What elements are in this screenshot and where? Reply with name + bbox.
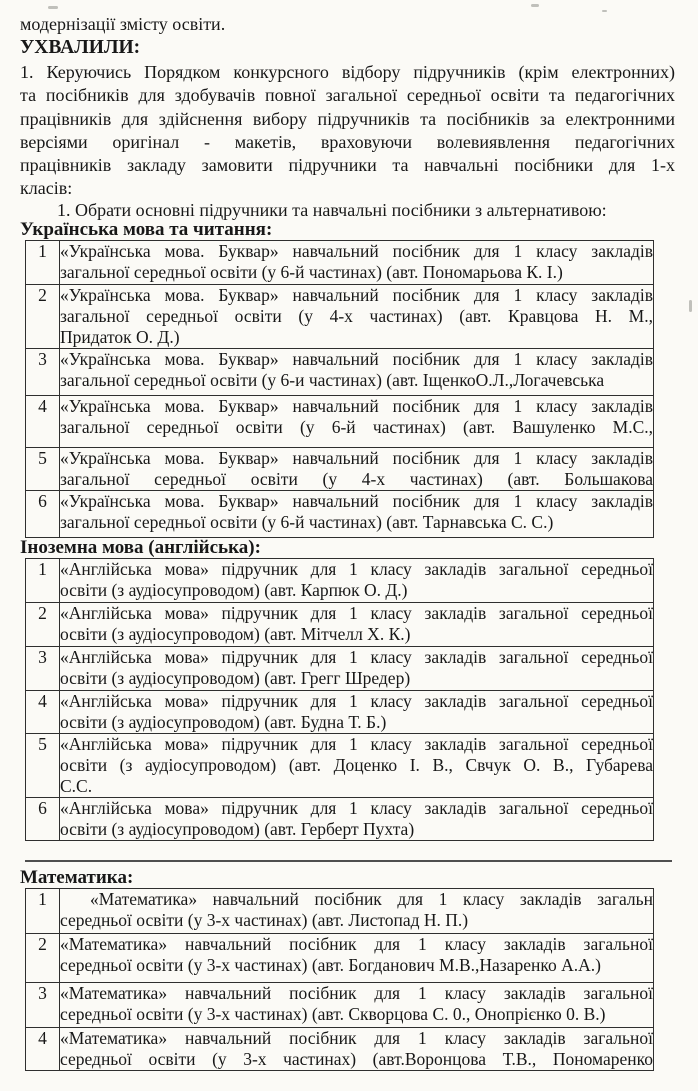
row-number: 4 [26, 1028, 60, 1071]
text-line: «Українська мова. Буквар» навчальний посібник для 1 класу закладів [60, 285, 653, 305]
table-row [26, 889, 654, 934]
row-number: 5 [26, 734, 60, 798]
row-text [60, 285, 654, 349]
text-line: освіти (з аудіосупроводом) (авт. Карпюк О. Д.) [60, 580, 408, 600]
paragraph-line: та посібників для здобувачів повної загальної середньої освіти та педагогічних [20, 85, 675, 106]
table-row [26, 491, 654, 538]
row-text [60, 983, 654, 1028]
row-text [60, 647, 654, 691]
table-row [26, 448, 654, 491]
text-line: освіти (з аудіосупроводом) (авт. Будна Т. Б.) [60, 712, 387, 732]
text-line: загальної середньої освіти (у 6-й частинах) (авт. Тарнавська С. С.) [60, 512, 554, 532]
row-text [60, 491, 654, 538]
row-number: 1 [26, 889, 60, 934]
text-line: «Англійська мова» підручник для 1 класу закладів загальної середньої [60, 647, 653, 667]
intro-line: модернізації змісту освіти. [20, 14, 226, 34]
text-line: «Англійська мова» підручник для 1 класу закладів загальної середньої [60, 798, 653, 818]
row-number: 2 [26, 285, 60, 349]
table-row [26, 983, 654, 1028]
text-line: «Українська мова. Буквар» навчальний посібник для 1 класу закладів [60, 396, 653, 416]
text-line: загальної середньої освіти (у 4-х частинах) (авт. Большакова [60, 469, 653, 489]
table-row [26, 285, 654, 349]
row-text [60, 559, 654, 603]
section-heading-foreign-language: Іноземна мова (англійська): [20, 537, 261, 558]
scan-speckle [689, 300, 692, 312]
table-row [26, 559, 654, 603]
text-line: «Українська мова. Буквар» навчальний посібник для 1 класу закладів [60, 349, 653, 369]
section-heading-mathematics: Математика: [20, 867, 134, 888]
paragraph-line: працівників закладу замовити підручники та навчальні посібники для 1-х [20, 155, 675, 176]
row-text [60, 934, 654, 983]
table-row [26, 691, 654, 734]
table-row [26, 798, 654, 841]
text-line: «Математика» навчальний посібник для 1 класу закладів загальної [60, 983, 653, 1003]
table-row [26, 603, 654, 647]
paragraph-line: версіями оригінал - макетів, враховуючи волевиявлення педагогічних [20, 131, 675, 152]
row-number: 1 [26, 241, 60, 285]
table-row [26, 349, 654, 396]
row-text [60, 1028, 654, 1071]
row-number: 5 [26, 448, 60, 491]
table-row [26, 647, 654, 691]
text-line: загальної середньої освіти (у 6-и частинах) (авт. ІщенкоО.Л.,Логачевська [60, 370, 605, 390]
text-line: Придаток О. Д.) [60, 327, 180, 347]
text-line: освіти (з аудіосупроводом) (авт. Грегг Шредер) [60, 668, 411, 688]
text-line: «Українська мова. Буквар» навчальний посібник для 1 класу закладів [60, 448, 653, 468]
paragraph-line: працівників для здійснення вибору підручників та посібників за електронними [20, 108, 675, 129]
textbooks-table-english [25, 558, 654, 841]
row-text [60, 734, 654, 798]
row-number: 6 [26, 491, 60, 538]
text-line: освіти (з аудіосупроводом) (авт. Герберт Пухта) [60, 819, 415, 839]
paragraph-line: класів: [20, 178, 73, 199]
resolution-paragraph [20, 61, 675, 201]
text-line: «Українська мова. Буквар» навчальний посібник для 1 класу закладів [60, 241, 653, 261]
row-text [60, 603, 654, 647]
row-text [60, 396, 654, 448]
text-line: середньої освіти (у 3-х частинах) (авт. Листопад Н. П.) [60, 910, 469, 930]
row-text [60, 691, 654, 734]
paragraph-line: 1. Керуючись Порядком конкурсного відбору підручників (крім електронних) [20, 62, 675, 82]
row-number: 2 [26, 934, 60, 983]
row-number: 3 [26, 983, 60, 1028]
decision-heading: УХВАЛИЛИ: [20, 37, 141, 58]
text-line: «Українська мова. Буквар» навчальний посібник для 1 класу закладів [60, 491, 653, 511]
text-line: «Англійська мова» підручник для 1 класу закладів загальної середньої [60, 603, 653, 623]
scan-speckle [602, 10, 607, 12]
text-line: «Математика» навчальний посібник для 1 класу закладів загальн [90, 889, 653, 909]
row-text [60, 889, 654, 934]
scan-speckle [531, 4, 539, 7]
text-line: «Математика» навчальний посібник для 1 класу закладів загальної [60, 1028, 653, 1048]
row-number: 2 [26, 603, 60, 647]
row-number: 6 [26, 798, 60, 841]
text-line: «Математика» навчальний посібник для 1 класу закладів загальної [60, 934, 653, 954]
row-number: 3 [26, 349, 60, 396]
table-row [26, 241, 654, 285]
row-text [60, 241, 654, 285]
scan-speckle [48, 6, 58, 9]
text-line: загальної середньої освіти (у 6-й частинах) (авт. Пономарьова К. І.) [60, 262, 563, 282]
text-line: середньої освіти (у 3-х частинах) (авт. Богданович М.В.,Назаренко А.А.) [60, 955, 601, 975]
table-row [26, 1028, 654, 1071]
divider-line [25, 860, 672, 862]
table-row [26, 734, 654, 798]
row-text [60, 349, 654, 396]
text-line: С.С. [60, 776, 93, 796]
row-text [60, 798, 654, 841]
text-line: освіти (з аудіосупроводом) (авт. Доценко І. В., Свчук О. В., Губарева [60, 755, 653, 775]
row-number: 4 [26, 396, 60, 448]
text-line: середньої освіти (у 3-х частинах) (авт.Воронцова Т.В., Пономаренко [60, 1049, 653, 1069]
row-number: 4 [26, 691, 60, 734]
table-row [26, 396, 654, 448]
sub-item-line: 1. Обрати основні підручники та навчальні посібники з альтернативою: [57, 200, 607, 220]
row-number: 1 [26, 559, 60, 603]
section-heading-ukrainian-language: Українська мова та читання: [20, 219, 273, 240]
text-line: загальної середньої освіти (у 6-й частинах) (авт. Вашуленко М.С., [60, 417, 653, 437]
table-row [26, 934, 654, 983]
text-line: «Англійська мова» підручник для 1 класу закладів загальної середньої [60, 559, 653, 579]
row-number: 3 [26, 647, 60, 691]
text-line: середньої освіти (у 3-х частинах) (авт. Скворцова С. 0., Онопрієнко 0. В.) [60, 1004, 606, 1024]
text-line: «Англійська мова» підручник для 1 класу закладів загальної середньої [60, 691, 653, 711]
text-line: освіти (з аудіосупроводом) (авт. Мітчелл Х. К.) [60, 624, 411, 644]
textbooks-table-mathematics [25, 888, 654, 1071]
row-text [60, 448, 654, 491]
textbooks-table-ukrainian [25, 240, 654, 538]
text-line: загальної середньої освіти (у 4-х частинах) (авт. Кравцова Н. М., [60, 306, 653, 326]
text-line: «Англійська мова» підручник для 1 класу закладів загальної середньої [60, 734, 653, 754]
